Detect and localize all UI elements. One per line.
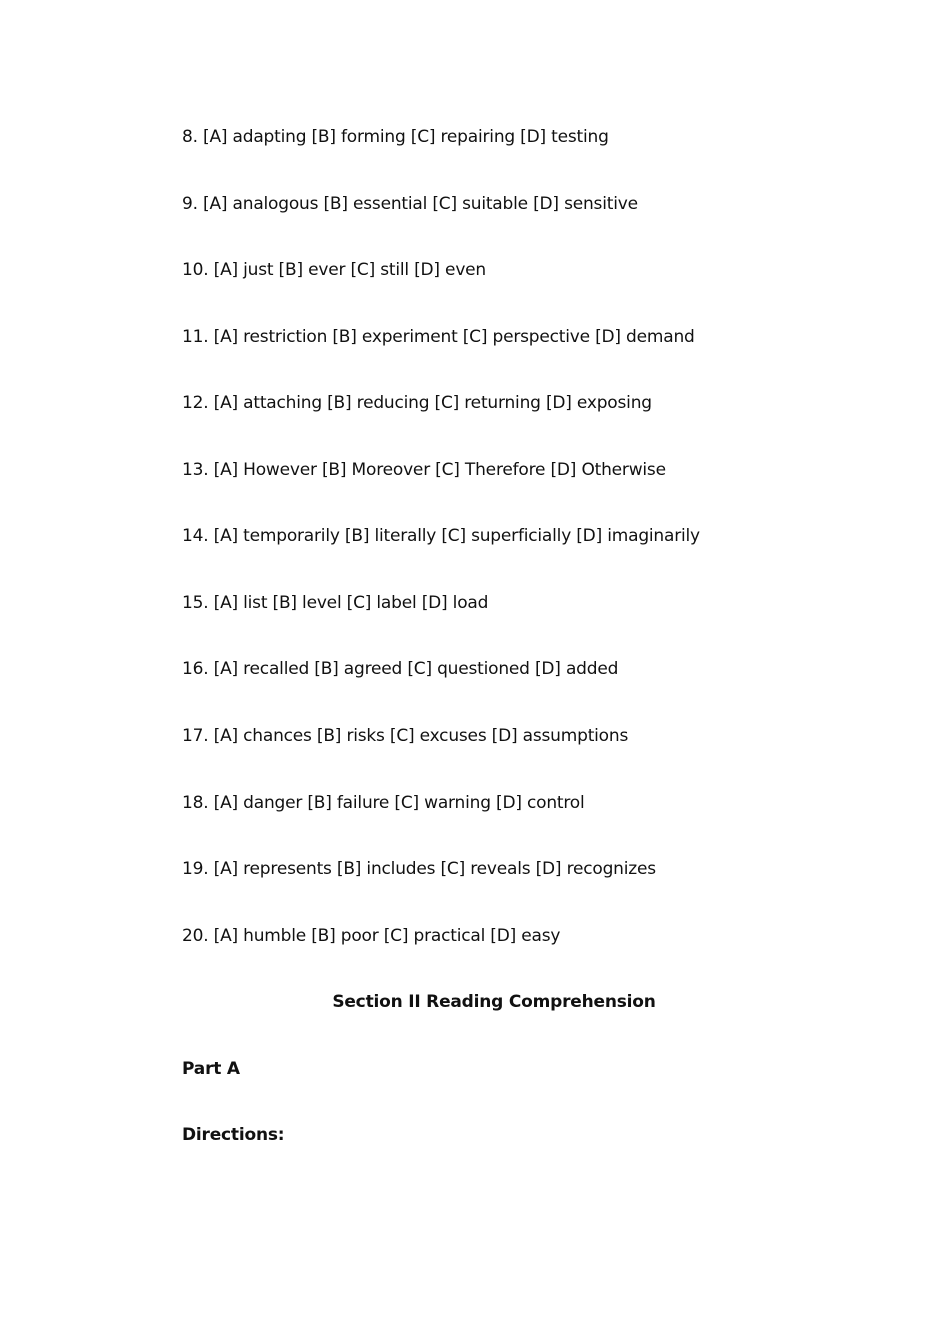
question-20: 20. [A] humble [B] poor [C] practical [D] easy <box>182 926 561 946</box>
question-16: 16. [A] recalled [B] agreed [C] questioned [D] added <box>182 659 619 679</box>
question-17: 17. [A] chances [B] risks [C] excuses [D] assumptions <box>182 726 629 746</box>
section-title: Section II Reading Comprehension <box>332 992 656 1012</box>
part-title: Part A <box>182 1059 240 1079</box>
question-9: 9. [A] analogous [B] essential [C] suitable [D] sensitive <box>182 194 638 214</box>
question-10: 10. [A] just [B] ever [C] still [D] even <box>182 260 487 280</box>
question-19: 19. [A] represents [B] includes [C] reveals [D] recognizes <box>182 859 656 879</box>
question-11: 11. [A] restriction [B] experiment [C] perspective [D] demand <box>182 327 695 347</box>
question-18: 18. [A] danger [B] failure [C] warning [D] control <box>182 793 585 813</box>
question-15: 15. [A] list [B] level [C] label [D] load <box>182 593 489 613</box>
question-14: 14. [A] temporarily [B] literally [C] superficially [D] imaginarily <box>182 526 700 546</box>
question-12: 12. [A] attaching [B] reducing [C] returning [D] exposing <box>182 393 652 413</box>
directions-label: Directions: <box>182 1125 285 1145</box>
question-13: 13. [A] However [B] Moreover [C] Therefore [D] Otherwise <box>182 460 666 480</box>
question-8: 8. [A] adapting [B] forming [C] repairing [D] testing <box>182 127 609 147</box>
